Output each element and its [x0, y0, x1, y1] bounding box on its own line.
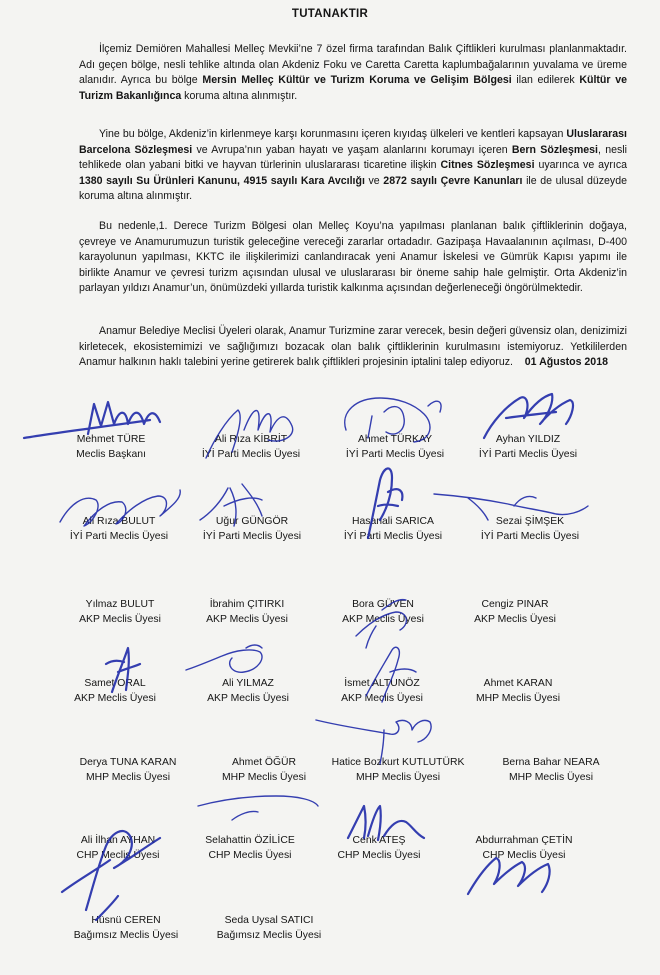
signatory-ugur-gungor [177, 514, 327, 544]
signatory-name: Selahattin ÖZİLİCE [205, 835, 295, 846]
p2-bold-barcelona: Uluslararası Barcelona Sözleşmesi [79, 128, 627, 156]
signatory-hasanali-sarica [318, 514, 468, 544]
signatory-name: Ali İlhan AYHAN [80, 835, 156, 846]
p1-text-a: İlçemiz Demiören Mahallesi Melleç Mevkii’ne 7 özel firma tarafından Balık Çiftlikleri kurulması planlanmaktadır. Adı geçen bölge, nesli tehlike altında olan Akdeniz Foku ve Caretta Caretta kaplumbağalarının yuvalama ve üreme alanıdır. Ayrıca bu bölge [79, 43, 627, 87]
signatory-ali-ilhan-ayhan [43, 833, 193, 863]
document-title: TUTANAKTIR [291, 8, 369, 20]
signatory-role: İYİ Parti Meclis Üyesi [478, 449, 578, 460]
signatory-name: Ahmet KARAN [483, 678, 553, 689]
signatory-ahmet-karan [443, 676, 593, 706]
signatory-name: Uğur GÜNGÖR [215, 516, 289, 527]
signatory-name: Hasanali SARICA [351, 516, 434, 527]
signatory-role: MHP Meclis Üyesi [508, 772, 594, 783]
signatory-name: Hüsnü CEREN [91, 915, 161, 926]
signatory-name: Mehmet TÜRE [76, 434, 146, 445]
signatory-role: AKP Meclis Üyesi [79, 614, 161, 625]
p2-text-g: ile de ulusal düzeyde koruma altına alınmıştır. [79, 174, 627, 203]
p4-text: Anamur Belediye Meclisi Üyeleri olarak, Anamur Turizmine zarar verecek, besin değeri güvensiz olan, denizimizi kirletecek, ekosistemimizi ve sağlığımızı bozacak olan balık çiftliklerinin kurulmasını istemiyoruz. Yetkililerden Anamur halkının haklı talebini yerine getirerek balık çiftlikleri projesinin iptalini talep ediyoruz. [79, 325, 627, 369]
signatory-role: AKP Meclis Üyesi [207, 693, 289, 704]
signatory-name: Hatice Bozkurt KUTLUTÜRK [331, 757, 465, 768]
signatory-role: İYİ Parti Meclis Üyesi [343, 531, 443, 542]
signatory-role: MHP Meclis Üyesi [475, 693, 561, 704]
signatory-role: AKP Meclis Üyesi [341, 693, 423, 704]
signatory-sezai-simsek [455, 514, 605, 544]
p2-bold-env-law: 2872 sayılı Çevre Kanunları [383, 174, 523, 187]
signatory-ayhan-yildiz [453, 432, 603, 462]
signatory-role: MHP Meclis Üyesi [85, 772, 171, 783]
signatory-ahmet-turkay [320, 432, 470, 462]
p2-text-f: ve [364, 174, 384, 187]
signatory-role: MHP Meclis Üyesi [355, 772, 441, 783]
p1-text-d: koruma altına alınmıştır. [181, 89, 298, 102]
signatory-role: CHP Meclis Üyesi [337, 850, 421, 861]
p3-text: Bu nedenle,1. Derece Turizm Bölgesi olan Melleç Koyu’na yapılması planlanan balık çiftliklerinin doğaya, çevreye ve Anamurumuzun turistik geleceğine vereceği zararlar ortadadır. Gazipaşa Havaalanının açılması, D-400 karayolunun yapılması, KKTC ile ilişkilerimizi canlandıracak yeni Anamur İskelesi ve Gümrük Kapısı yapımı ile birlikte Anamur ve çevresi turizm açısından ulusal ve uluslararası bir öneme sahip hale gelmiştir. Orta Akdeniz’in parlayan yıldızı Anamur’un, önümüzdeki yıllarda turistik kalkınma açısından değerleneceği öngörülmektedir. [79, 220, 627, 295]
signatory-selahattin-ozilice [175, 833, 325, 863]
p2-text-c: ve Avrupa’nın yaban hayatı ve yaşam alanlarını korumayı içeren [192, 143, 512, 156]
signatory-name: Seda Uysal SATICI [224, 915, 314, 926]
signatory-role: Bağımsız Meclis Üyesi [216, 930, 322, 941]
signatory-role: CHP Meclis Üyesi [208, 850, 292, 861]
signatory-name: Ali Rıza KİBRİT [214, 434, 288, 445]
signatory-name: İbrahim ÇITIRKI [209, 599, 285, 610]
signatory-name: Cenk ATEŞ [352, 835, 406, 846]
signatory-mehmet-ture [36, 432, 186, 462]
signatory-name: Derya TUNA KARAN [79, 757, 177, 768]
signatory-ibrahim-citirki [172, 597, 322, 627]
signatory-role: İYİ Parti Meclis Üyesi [480, 531, 580, 542]
signatory-role: MHP Meclis Üyesi [221, 772, 307, 783]
signatory-ahmet-ogur [189, 755, 339, 785]
signatory-name: Bora GÜVEN [352, 599, 414, 610]
signatory-cenk-ates [304, 833, 454, 863]
signatory-name: İsmet ALTUNÖZ [344, 678, 420, 689]
signatory-derya-tuna-karan [53, 755, 203, 785]
signatory-name: Sezai ŞİMŞEK [495, 516, 565, 527]
signatory-role: AKP Meclis Üyesi [342, 614, 424, 625]
signatory-name: Ahmet ÖĞÜR [231, 757, 297, 768]
signatory-ali-yilmaz [173, 676, 323, 706]
signatory-abdurrahman-cetin [449, 833, 599, 863]
p2-text-e: uyarınca ve ayrıca [534, 159, 628, 172]
signatory-bora-guven [308, 597, 458, 627]
p1-bold-ministry: Kültür ve Turizm Bakanlığınca [79, 74, 627, 102]
signatory-role: İYİ Parti Meclis Üyesi [345, 449, 445, 460]
signatory-role: İYİ Parti Meclis Üyesi [201, 449, 301, 460]
p2-bold-laws: 1380 sayılı Su Ürünleri Kanunu, 4915 sayılı Kara Avcılığı [79, 174, 365, 187]
signatory-role: İYİ Parti Meclis Üyesi [69, 531, 169, 542]
signatory-berna-bahar-neara [476, 755, 626, 785]
signatory-role: Bağımsız Meclis Üyesi [73, 930, 179, 941]
p2-text-a: Yine bu bölge, Akdeniz’in kirlenmeye karşı korunmasını içeren kıyıdaş ülkeleri ve kentleri kapsayan [99, 128, 567, 140]
signatory-name: Ali YILMAZ [222, 678, 274, 689]
p2-text-d: , nesli tehlikede olan yabani bitki ve hayvan türlerinin uluslararası ticaretine ilişkin [79, 143, 627, 172]
signatory-name: Ahmet TÜRKAY [357, 434, 433, 445]
p1-bold-zone: Mersin Melleç Kültür ve Turizm Koruma ve Gelişim Bölgesi [202, 74, 512, 87]
signatory-ismet-altunoz [307, 676, 457, 706]
document-date: 01 Ağustos 2018 [524, 356, 608, 369]
signatory-ali-riza-bulut [44, 514, 194, 544]
signatory-hatice-bozkurt-kutluturk [323, 755, 473, 785]
signatory-ali-riza-kibrit [176, 432, 326, 462]
signatory-name: Ayhan YILDIZ [495, 434, 561, 445]
signatory-name: Abdurrahman ÇETİN [475, 835, 573, 846]
signatory-samet-oral [40, 676, 190, 706]
signatory-cengiz-pinar [440, 597, 590, 627]
p2-bold-citnes: Citnes Sözleşmesi [440, 159, 535, 172]
signatory-role: AKP Meclis Üyesi [474, 614, 556, 625]
signatory-name: Ali Rıza BULUT [82, 516, 156, 527]
signatory-role: AKP Meclis Üyesi [74, 693, 156, 704]
signatory-role: CHP Meclis Üyesi [482, 850, 566, 861]
signatory-husnu-ceren [51, 913, 201, 943]
signatory-role: CHP Meclis Üyesi [76, 850, 160, 861]
signatory-role: AKP Meclis Üyesi [206, 614, 288, 625]
signatory-name: Samet ORAL [84, 678, 146, 689]
signatory-role: İYİ Parti Meclis Üyesi [202, 531, 302, 542]
signatory-role: Meclis Başkanı [76, 449, 146, 460]
p1-text-c: ilan edilerek [511, 74, 580, 87]
signatory-name: Yılmaz BULUT [85, 599, 155, 610]
signatory-seda-uysal-satici [194, 913, 344, 943]
signatory-name: Berna Bahar NEARA [502, 757, 600, 768]
signatory-name: Cengiz PINAR [481, 599, 549, 610]
p2-bold-bern: Bern Sözleşmesi [511, 143, 598, 156]
